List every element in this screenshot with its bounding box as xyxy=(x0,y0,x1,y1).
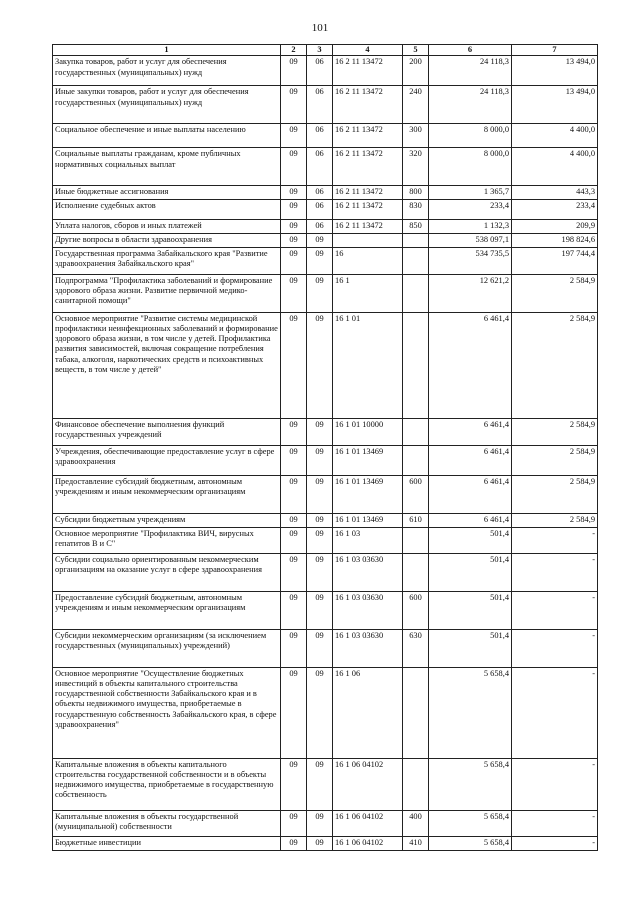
section-code: 09 xyxy=(281,418,307,445)
amount-year-1: 1 365,7 xyxy=(429,186,512,200)
amount-year-2: 2 584,9 xyxy=(512,475,598,513)
target-article-code: 16 2 11 13472 xyxy=(333,124,403,148)
row-name: Социальные выплаты гражданам, кроме публичных нормативных социальных выплат xyxy=(53,148,281,186)
section-code: 09 xyxy=(281,274,307,312)
subsection-code: 09 xyxy=(307,629,333,667)
expense-type-code: 830 xyxy=(403,200,429,220)
expense-type-code xyxy=(403,667,429,758)
row-name: Предоставление субсидий бюджетным, автономным учреждениям и иным некоммерческим организациям xyxy=(53,475,281,513)
column-header: 3 xyxy=(307,45,333,56)
target-article-code xyxy=(333,234,403,247)
expense-type-code: 850 xyxy=(403,220,429,234)
section-code: 09 xyxy=(281,124,307,148)
amount-year-1: 5 658,4 xyxy=(429,667,512,758)
row-name: Капитальные вложения в объекты капитального строительства государственной собственности и в объекты недвижимого имущества, приобретаемые в государственную собственность xyxy=(53,758,281,810)
target-article-code: 16 2 11 13472 xyxy=(333,86,403,124)
table-row xyxy=(53,186,598,200)
amount-year-1: 5 658,4 xyxy=(429,836,512,850)
row-name: Исполнение судебных актов xyxy=(53,200,281,220)
expense-type-code xyxy=(403,445,429,475)
amount-year-2: - xyxy=(512,758,598,810)
expense-type-code xyxy=(403,758,429,810)
table-row xyxy=(53,475,598,513)
column-header: 1 xyxy=(53,45,281,56)
target-article-code: 16 1 06 xyxy=(333,667,403,758)
column-header: 4 xyxy=(333,45,403,56)
table-row xyxy=(53,234,598,247)
table-row xyxy=(53,148,598,186)
table-body xyxy=(53,56,598,850)
section-code: 09 xyxy=(281,186,307,200)
expense-type-code: 610 xyxy=(403,513,429,527)
table-row xyxy=(53,274,598,312)
amount-year-1: 538 097,1 xyxy=(429,234,512,247)
row-name: Иные закупки товаров, работ и услуг для обеспечения государственных (муниципальных) нужд xyxy=(53,86,281,124)
expense-type-code xyxy=(403,312,429,418)
amount-year-2: - xyxy=(512,629,598,667)
expense-type-code xyxy=(403,234,429,247)
header-row xyxy=(53,45,598,56)
target-article-code: 16 1 03 03630 xyxy=(333,629,403,667)
target-article-code: 16 1 01 10000 xyxy=(333,418,403,445)
target-article-code: 16 1 03 xyxy=(333,527,403,553)
amount-year-1: 12 621,2 xyxy=(429,274,512,312)
expense-type-code: 600 xyxy=(403,475,429,513)
amount-year-1: 24 118,3 xyxy=(429,86,512,124)
row-name: Основное мероприятие "Осуществление бюджетных инвестиций в объекты капитального строительства государственной собственности Забайкальского края и в объекты недвижимого имущества, приобретаемые в государственную собственность Забайкальского края, в сфере здравоохранения" xyxy=(53,667,281,758)
section-code: 09 xyxy=(281,836,307,850)
amount-year-1: 8 000,0 xyxy=(429,124,512,148)
table-row xyxy=(53,810,598,836)
row-name: Учреждения, обеспечивающие предоставление услуг в сфере здравоохранения xyxy=(53,445,281,475)
target-article-code: 16 1 03 03630 xyxy=(333,553,403,591)
amount-year-1: 534 735,5 xyxy=(429,247,512,274)
subsection-code: 09 xyxy=(307,274,333,312)
section-code: 09 xyxy=(281,553,307,591)
amount-year-2: - xyxy=(512,836,598,850)
amount-year-2: 233,4 xyxy=(512,200,598,220)
subsection-code: 06 xyxy=(307,124,333,148)
amount-year-2: 443,3 xyxy=(512,186,598,200)
amount-year-2: 13 494,0 xyxy=(512,86,598,124)
target-article-code: 16 2 11 13472 xyxy=(333,148,403,186)
row-name: Социальное обеспечение и иные выплаты населению xyxy=(53,124,281,148)
subsection-code: 09 xyxy=(307,475,333,513)
amount-year-2: 197 744,4 xyxy=(512,247,598,274)
subsection-code: 09 xyxy=(307,513,333,527)
section-code: 09 xyxy=(281,247,307,274)
amount-year-2: - xyxy=(512,667,598,758)
table-row xyxy=(53,86,598,124)
amount-year-1: 5 658,4 xyxy=(429,758,512,810)
section-code: 09 xyxy=(281,475,307,513)
row-name: Бюджетные инвестиции xyxy=(53,836,281,850)
amount-year-2: 4 400,0 xyxy=(512,148,598,186)
table-row xyxy=(53,220,598,234)
amount-year-2: 2 584,9 xyxy=(512,418,598,445)
expense-type-code: 200 xyxy=(403,56,429,86)
section-code: 09 xyxy=(281,591,307,629)
table-row xyxy=(53,527,598,553)
amount-year-2: - xyxy=(512,527,598,553)
amount-year-1: 8 000,0 xyxy=(429,148,512,186)
amount-year-2: 2 584,9 xyxy=(512,513,598,527)
amount-year-2: - xyxy=(512,591,598,629)
target-article-code: 16 1 01 13469 xyxy=(333,513,403,527)
table-row xyxy=(53,553,598,591)
subsection-code: 09 xyxy=(307,445,333,475)
amount-year-2: 2 584,9 xyxy=(512,274,598,312)
target-article-code: 16 2 11 13472 xyxy=(333,200,403,220)
section-code: 09 xyxy=(281,56,307,86)
amount-year-1: 6 461,4 xyxy=(429,513,512,527)
table-row xyxy=(53,629,598,667)
row-name: Государственная программа Забайкальского края "Развитие здравоохранения Забайкальского края" xyxy=(53,247,281,274)
table-row xyxy=(53,247,598,274)
target-article-code: 16 1 01 xyxy=(333,312,403,418)
expense-type-code xyxy=(403,527,429,553)
section-code: 09 xyxy=(281,445,307,475)
target-article-code: 16 2 11 13472 xyxy=(333,186,403,200)
subsection-code: 06 xyxy=(307,200,333,220)
table-row xyxy=(53,758,598,810)
section-code: 09 xyxy=(281,629,307,667)
row-name: Субсидии некоммерческим организациям (за исключением государственных (муниципальных) учреждений) xyxy=(53,629,281,667)
section-code: 09 xyxy=(281,312,307,418)
subsection-code: 06 xyxy=(307,86,333,124)
expense-type-code xyxy=(403,553,429,591)
amount-year-1: 501,4 xyxy=(429,553,512,591)
row-name: Субсидии социально ориентированным некоммерческим организациям на оказание услуг в сфере здравоохранения xyxy=(53,553,281,591)
row-name: Уплата налогов, сборов и иных платежей xyxy=(53,220,281,234)
subsection-code: 09 xyxy=(307,234,333,247)
budget-table xyxy=(52,44,598,851)
amount-year-1: 6 461,4 xyxy=(429,418,512,445)
section-code: 09 xyxy=(281,758,307,810)
row-name: Основное мероприятие "Профилактика ВИЧ, вирусных гепатитов В и С" xyxy=(53,527,281,553)
expense-type-code: 300 xyxy=(403,124,429,148)
column-header: 5 xyxy=(403,45,429,56)
table-row xyxy=(53,445,598,475)
table-row xyxy=(53,56,598,86)
target-article-code: 16 2 11 13472 xyxy=(333,220,403,234)
subsection-code: 09 xyxy=(307,312,333,418)
table-row xyxy=(53,312,598,418)
amount-year-1: 24 118,3 xyxy=(429,56,512,86)
target-article-code: 16 1 03 03630 xyxy=(333,591,403,629)
subsection-code: 06 xyxy=(307,148,333,186)
target-article-code: 16 1 01 13469 xyxy=(333,475,403,513)
subsection-code: 09 xyxy=(307,667,333,758)
table-row xyxy=(53,667,598,758)
section-code: 09 xyxy=(281,513,307,527)
amount-year-1: 501,4 xyxy=(429,527,512,553)
subsection-code: 09 xyxy=(307,247,333,274)
section-code: 09 xyxy=(281,527,307,553)
section-code: 09 xyxy=(281,667,307,758)
target-article-code: 16 1 06 04102 xyxy=(333,836,403,850)
column-header: 7 xyxy=(512,45,598,56)
column-header: 2 xyxy=(281,45,307,56)
row-name: Закупка товаров, работ и услуг для обеспечения государственных (муниципальных) нужд xyxy=(53,56,281,86)
subsection-code: 09 xyxy=(307,836,333,850)
section-code: 09 xyxy=(281,234,307,247)
amount-year-1: 501,4 xyxy=(429,591,512,629)
expense-type-code xyxy=(403,418,429,445)
subsection-code: 09 xyxy=(307,418,333,445)
amount-year-1: 5 658,4 xyxy=(429,810,512,836)
expense-type-code: 600 xyxy=(403,591,429,629)
subsection-code: 09 xyxy=(307,527,333,553)
subsection-code: 06 xyxy=(307,220,333,234)
amount-year-1: 1 132,3 xyxy=(429,220,512,234)
amount-year-1: 6 461,4 xyxy=(429,312,512,418)
amount-year-2: - xyxy=(512,553,598,591)
table-row xyxy=(53,200,598,220)
expense-type-code xyxy=(403,274,429,312)
amount-year-1: 233,4 xyxy=(429,200,512,220)
row-name: Субсидии бюджетным учреждениям xyxy=(53,513,281,527)
subsection-code: 09 xyxy=(307,758,333,810)
amount-year-2: 2 584,9 xyxy=(512,312,598,418)
table-row xyxy=(53,513,598,527)
amount-year-2: 4 400,0 xyxy=(512,124,598,148)
subsection-code: 06 xyxy=(307,186,333,200)
target-article-code: 16 1 01 13469 xyxy=(333,445,403,475)
section-code: 09 xyxy=(281,86,307,124)
expense-type-code: 400 xyxy=(403,810,429,836)
expense-type-code: 630 xyxy=(403,629,429,667)
target-article-code: 16 xyxy=(333,247,403,274)
target-article-code: 16 2 11 13472 xyxy=(333,56,403,86)
amount-year-2: 198 824,6 xyxy=(512,234,598,247)
row-name: Капитальные вложения в объекты государственной (муниципальной) собственности xyxy=(53,810,281,836)
expense-type-code: 410 xyxy=(403,836,429,850)
section-code: 09 xyxy=(281,220,307,234)
subsection-code: 09 xyxy=(307,810,333,836)
amount-year-1: 6 461,4 xyxy=(429,445,512,475)
subsection-code: 09 xyxy=(307,591,333,629)
table-row xyxy=(53,591,598,629)
amount-year-2: - xyxy=(512,810,598,836)
section-code: 09 xyxy=(281,810,307,836)
page-number: 101 xyxy=(311,22,329,34)
amount-year-2: 13 494,0 xyxy=(512,56,598,86)
column-header: 6 xyxy=(429,45,512,56)
expense-type-code: 800 xyxy=(403,186,429,200)
row-name: Подпрограмма "Профилактика заболеваний и формирование здорового образа жизни. Развитие первичной медико-санитарной помощи" xyxy=(53,274,281,312)
table-row xyxy=(53,836,598,850)
amount-year-2: 2 584,9 xyxy=(512,445,598,475)
target-article-code: 16 1 06 04102 xyxy=(333,810,403,836)
section-code: 09 xyxy=(281,200,307,220)
row-name: Другие вопросы в области здравоохранения xyxy=(53,234,281,247)
amount-year-1: 501,4 xyxy=(429,629,512,667)
expense-type-code xyxy=(403,247,429,274)
section-code: 09 xyxy=(281,148,307,186)
subsection-code: 09 xyxy=(307,553,333,591)
row-name: Иные бюджетные ассигнования xyxy=(53,186,281,200)
table-row xyxy=(53,124,598,148)
expense-type-code: 320 xyxy=(403,148,429,186)
amount-year-2: 209,9 xyxy=(512,220,598,234)
row-name: Финансовое обеспечение выполнения функций государственных учреждений xyxy=(53,418,281,445)
subsection-code: 06 xyxy=(307,56,333,86)
expense-type-code: 240 xyxy=(403,86,429,124)
amount-year-1: 6 461,4 xyxy=(429,475,512,513)
target-article-code: 16 1 xyxy=(333,274,403,312)
table-row xyxy=(53,418,598,445)
target-article-code: 16 1 06 04102 xyxy=(333,758,403,810)
row-name: Основное мероприятие "Развитие системы медицинской профилактики неинфекционных заболеваний и формирование здорового образа жизни, в том числе у детей. Профилактика развития зависимостей, включая сокращение потребления табака, алкоголя, наркотических средств и психоактивных веществ, в том числе у детей" xyxy=(53,312,281,418)
row-name: Предоставление субсидий бюджетным, автономным учреждениям и иным некоммерческим организациям xyxy=(53,591,281,629)
